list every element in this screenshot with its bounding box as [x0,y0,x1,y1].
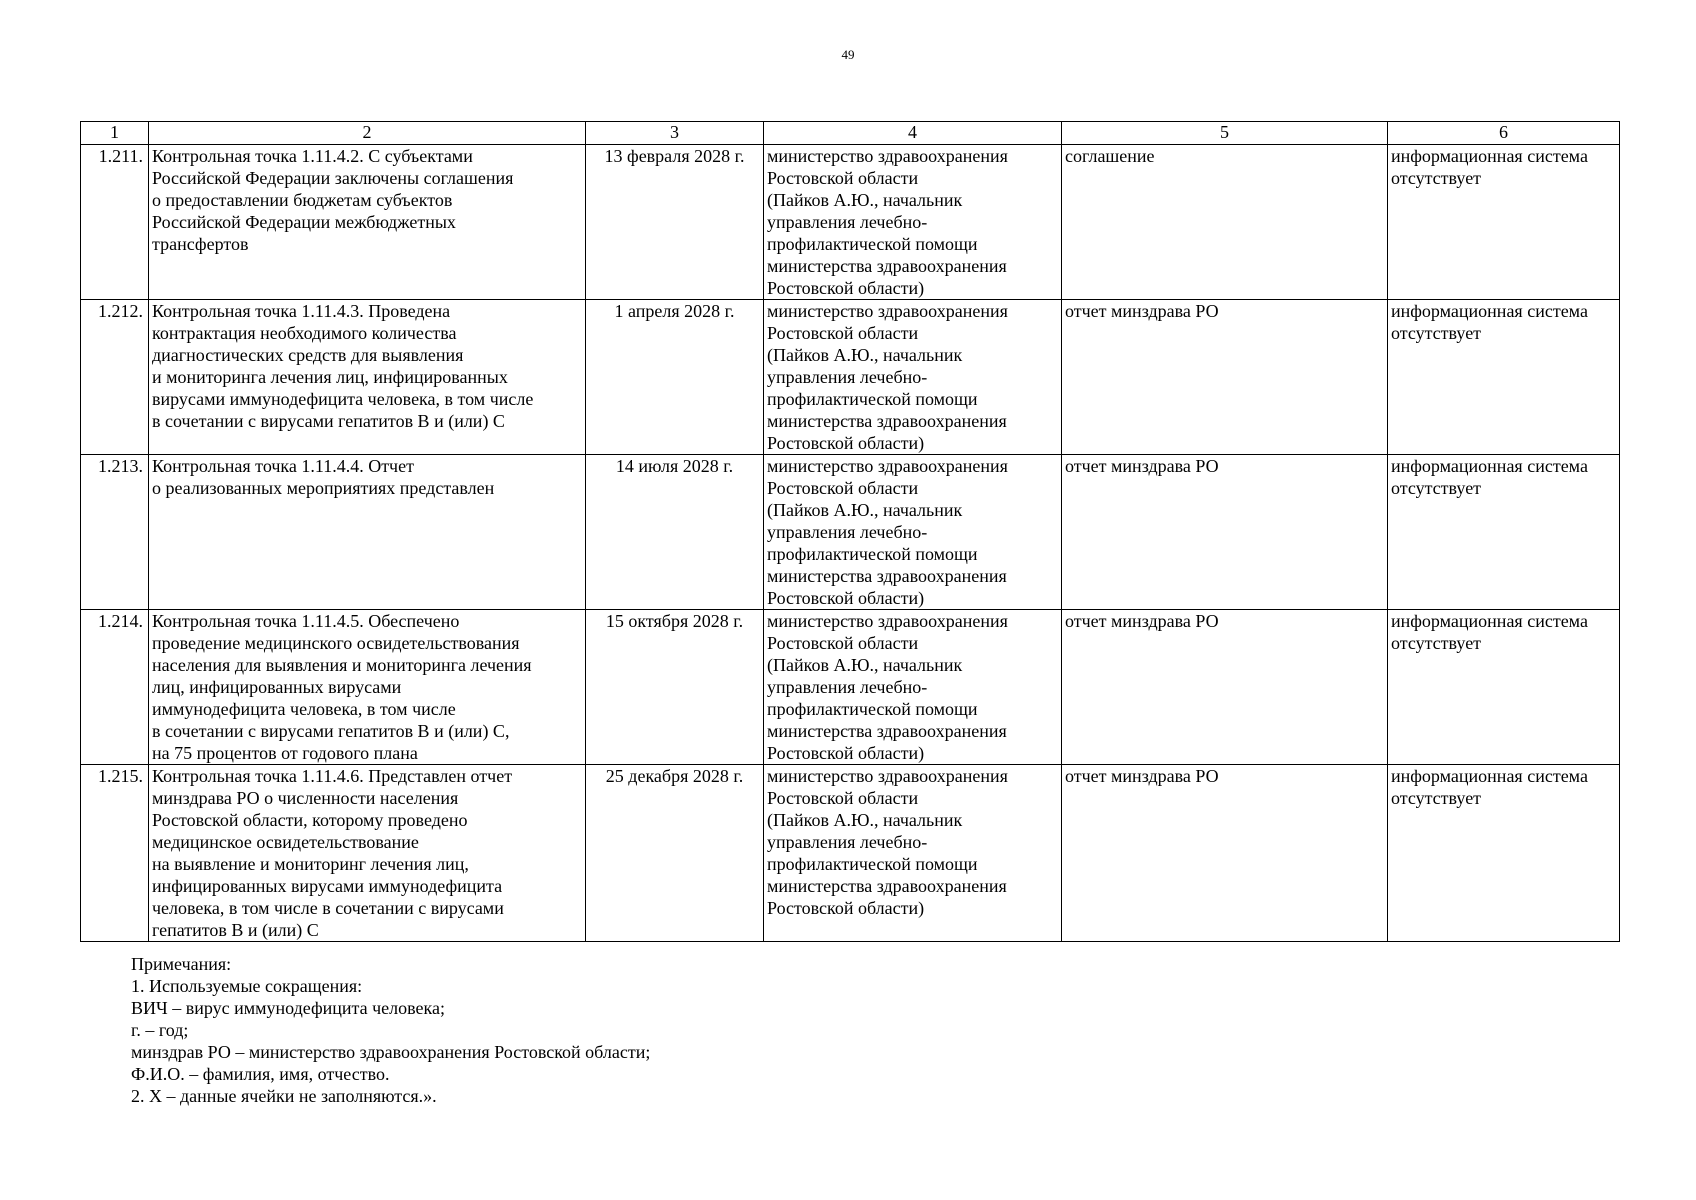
table-row [81,300,1620,455]
responsible-cell: министерство здравоохранения Ростовской области (Пайков А.Ю., начальник управления лечебно- профилактической помощи министерства здравоохранения Ростовской области) [764,145,1062,300]
notes-title: Примечания: [131,954,232,974]
responsible-cell: министерство здравоохранения Ростовской области (Пайков А.Ю., начальник управления лечебно- профилактической помощи министерства здравоохранения Ростовской области) [764,610,1062,765]
table-row [81,765,1620,942]
system-cell: информационная система отсутствует [1388,145,1620,300]
responsible-cell: министерство здравоохранения Ростовской области (Пайков А.Ю., начальник управления лечебно- профилактической помощи министерства здравоохранения Ростовской области) [764,455,1062,610]
event-cell: Контрольная точка 1.11.4.2. С субъектами Российской Федерации заключены соглашения о предоставлении бюджетам субъектов Российской Федерации межбюджетных трансфертов [149,145,586,300]
date-cell: 15 октября 2028 г. [586,610,764,765]
control-points-table [80,121,1620,942]
document-cell: отчет минздрава РО [1062,765,1388,942]
column-header: 6 [1388,122,1620,145]
row-number: 1.213. [81,455,149,610]
table-row [81,610,1620,765]
notes-item: 1. Используемые сокращения: [131,976,363,996]
event-cell: Контрольная точка 1.11.4.6. Представлен отчет минздрава РО о численности населения Ростовской области, которому проведено медицинское освидетельствование на выявление и мониторинг лечения лиц, инфицированных вирусами иммунодефицита человека, в том числе в сочетании с вирусами гепатитов B и (или) C [149,765,586,942]
abbreviation-line: г. – год; [131,1020,189,1040]
table-row [81,145,1620,300]
system-cell: информационная система отсутствует [1388,455,1620,610]
date-cell: 25 декабря 2028 г. [586,765,764,942]
row-number: 1.212. [81,300,149,455]
event-cell: Контрольная точка 1.11.4.5. Обеспечено проведение медицинского освидетельствования населения для выявления и мониторинга лечения лиц, инфицированных вирусами иммунодефицита человека, в том числе в сочетании с вирусами гепатитов B и (или) C, на 75 процентов от годового плана [149,610,586,765]
event-cell: Контрольная точка 1.11.4.3. Проведена контрактация необходимого количества диагностических средств для выявления и мониторинга лечения лиц, инфицированных вирусами иммунодефицита человека, в том числе в сочетании с вирусами гепатитов B и (или) C [149,300,586,455]
document-cell: отчет минздрава РО [1062,610,1388,765]
document-cell: соглашение [1062,145,1388,300]
system-cell: информационная система отсутствует [1388,765,1620,942]
column-header: 1 [81,122,149,145]
document-cell: отчет минздрава РО [1062,300,1388,455]
page-number: 49 [841,47,855,62]
table-header-row [81,122,1620,145]
event-cell: Контрольная точка 1.11.4.4. Отчет о реализованных мероприятиях представлен [149,455,586,610]
date-cell: 14 июля 2028 г. [586,455,764,610]
row-number: 1.215. [81,765,149,942]
system-cell: информационная система отсутствует [1388,300,1620,455]
column-header: 4 [764,122,1062,145]
notes-section [131,953,650,1107]
row-number: 1.214. [81,610,149,765]
date-cell: 13 февраля 2028 г. [586,145,764,300]
document-cell: отчет минздрава РО [1062,455,1388,610]
abbreviation-line: Ф.И.О. – фамилия, имя, отчество. [131,1064,390,1084]
column-header: 2 [149,122,586,145]
system-cell: информационная система отсутствует [1388,610,1620,765]
table-row [81,455,1620,610]
column-header: 5 [1062,122,1388,145]
responsible-cell: министерство здравоохранения Ростовской области (Пайков А.Ю., начальник управления лечебно- профилактической помощи министерства здравоохранения Ростовской области) [764,300,1062,455]
notes-item: 2. X – данные ячейки не заполняются.». [131,1086,437,1106]
responsible-cell: министерство здравоохранения Ростовской области (Пайков А.Ю., начальник управления лечебно- профилактической помощи министерства здравоохранения Ростовской области) [764,765,1062,942]
column-header: 3 [586,122,764,145]
abbreviation-line: ВИЧ – вирус иммунодефицита человека; [131,998,445,1018]
abbreviation-line: минздрав РО – министерство здравоохранения Ростовской области; [131,1042,651,1062]
date-cell: 1 апреля 2028 г. [586,300,764,455]
row-number: 1.211. [81,145,149,300]
